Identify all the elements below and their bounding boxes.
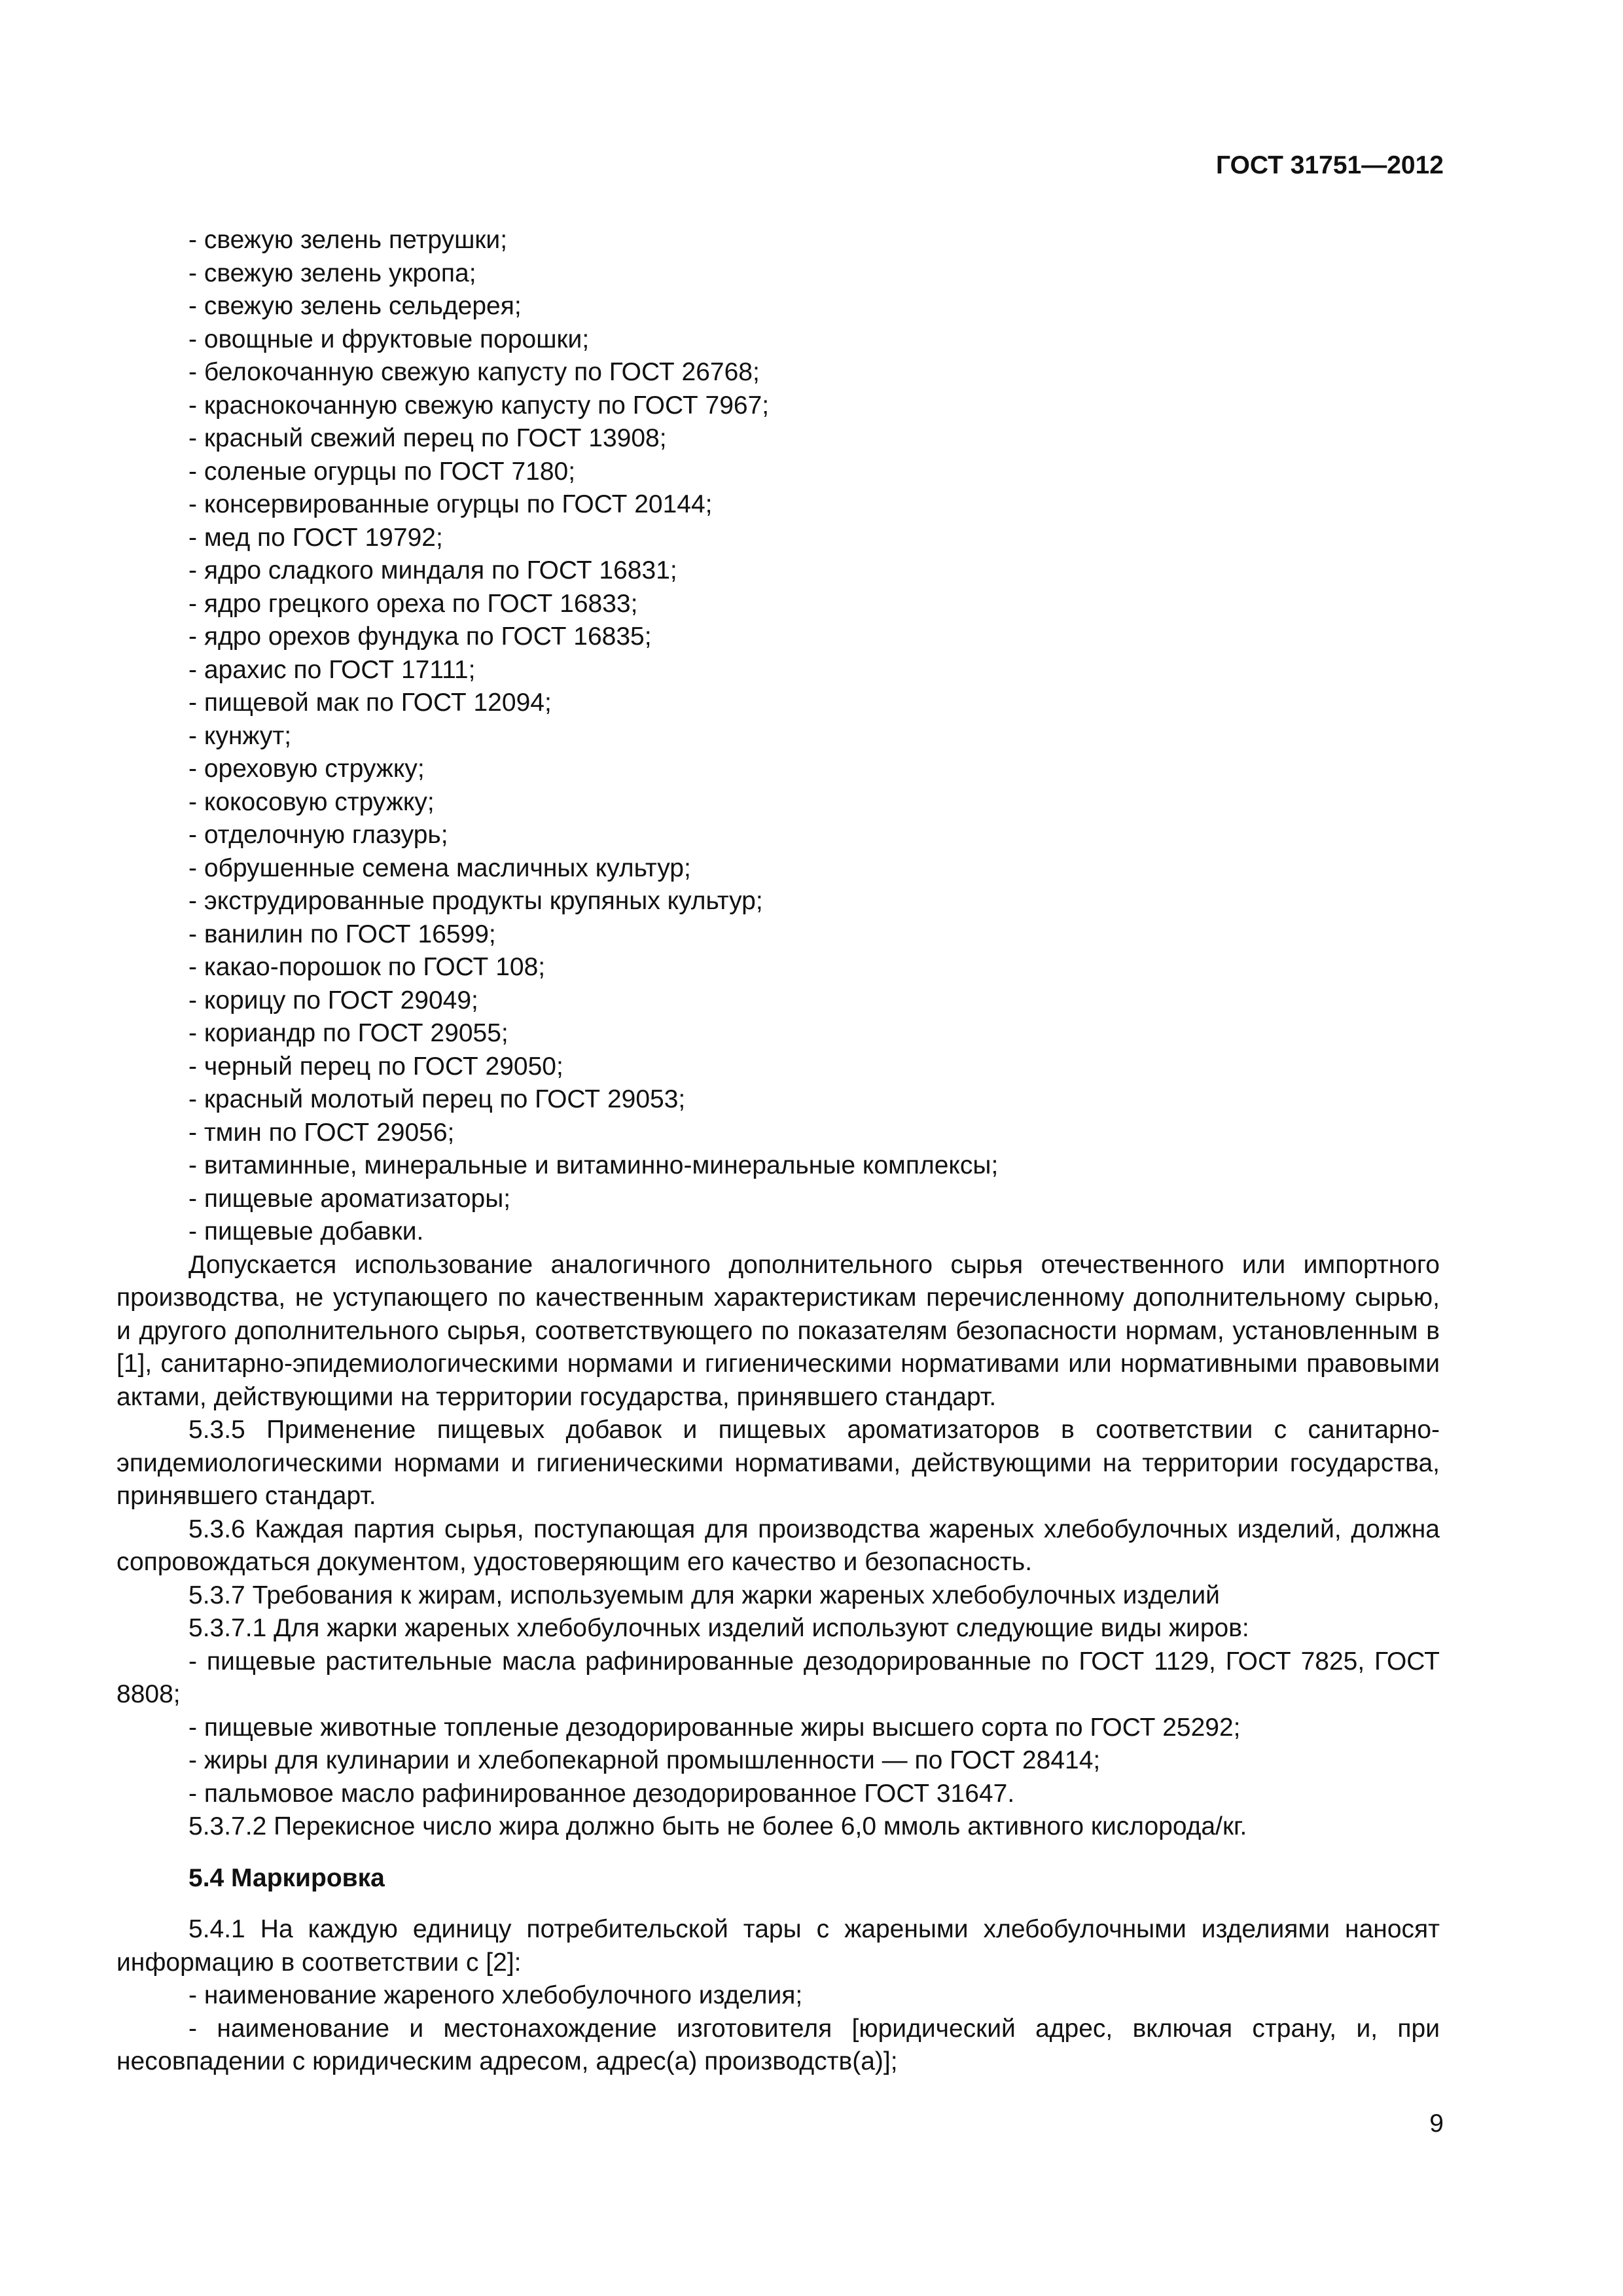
fat-list-item: - пищевые животные топленые дезодорированные жиры высшего сорта по ГОСТ 25292;	[188, 1713, 1241, 1742]
list-item: - свежую зелень укропа;	[188, 259, 476, 287]
fat-list-item: - пищевые растительные масла рафинированные дезодорированные по ГОСТ 1129, ГОСТ 7825, ГОСТ 8808;	[116, 1647, 1440, 1708]
marking-list-item: - наименование и местонахождение изготовителя [юридический адрес, включая страну, и, при несовпадении с юридическим адресом, адрес(а) производств(а)];	[116, 2014, 1440, 2075]
list-item: - краснокочанную свежую капусту по ГОСТ 7967;	[188, 391, 770, 420]
list-item: - пищевые ароматизаторы;	[188, 1184, 511, 1213]
list-item: - мед по ГОСТ 19792;	[188, 523, 443, 552]
list-item: - корицу по ГОСТ 29049;	[188, 986, 478, 1014]
paragraph-5-3-7-2: 5.3.7.2 Перекисное число жира должно быть не более 6,0 ммоль активного кислорода/кг.	[188, 1812, 1247, 1840]
fat-list-item: - жиры для кулинарии и хлебопекарной промышленности — по ГОСТ 28414;	[188, 1746, 1101, 1774]
marking-list-item: - наименование жареного хлебобулочного изделия;	[188, 1981, 803, 2009]
paragraph-5-3-5: 5.3.5 Применение пищевых добавок и пищевых ароматизаторов в соответствии с санитарно-эпидемиологическими нормами и гигиеническими нормативами, действующими на территории государства, принявшего стандарт.	[116, 1416, 1440, 1510]
list-item: - консервированные огурцы по ГОСТ 20144;	[188, 490, 713, 518]
list-item: - ванилин по ГОСТ 16599;	[188, 920, 496, 948]
list-item: - красный молотый перец по ГОСТ 29053;	[188, 1085, 686, 1113]
list-item: - красный свежий перец по ГОСТ 13908;	[188, 424, 667, 452]
list-item: - отделочную глазурь;	[188, 821, 448, 849]
paragraph-5-3-6: 5.3.6 Каждая партия сырья, поступающая для производства жареных хлебобулочных изделий, должна сопровождаться документом, удостоверяющим его качество и безопасность.	[116, 1515, 1440, 1576]
list-item: - овощные и фруктовые порошки;	[188, 325, 590, 353]
document-body	[116, 224, 1440, 2079]
paragraph-allowed-substitutes: Допускается использование аналогичного дополнительного сырья отечественного или импортного производства, не уступающего по качественным характеристикам перечисленному дополнительному сырью, и другого дополнительного сырья, соответствующего по показателям безопасности нормам, установленным в [1], санитарно-эпидемиологическими нормами и гигиеническими нормативами или нормативными правовыми актами, действующими на территории государства, принявшего стандарт.	[116, 1250, 1440, 1411]
page-number: 9	[1429, 2109, 1444, 2138]
list-item: - обрушенные семена масличных культур;	[188, 853, 691, 882]
list-item: - черный перец по ГОСТ 29050;	[188, 1052, 563, 1081]
list-item: - кокосовую стружку;	[188, 787, 435, 816]
paragraph-5-3-7: 5.3.7 Требования к жирам, используемым для жарки жареных хлебобулочных изделий	[188, 1581, 1220, 1609]
list-item: - ядро сладкого миндаля по ГОСТ 16831;	[188, 556, 677, 584]
list-item: - какао-порошок по ГОСТ 108;	[188, 953, 546, 981]
list-item: - свежую зелень сельдерея;	[188, 292, 522, 320]
list-item: - витаминные, минеральные и витаминно-минеральные комплексы;	[188, 1151, 999, 1179]
list-item: - пищевой мак по ГОСТ 12094;	[188, 689, 552, 717]
list-item: - соленые огурцы по ГОСТ 7180;	[188, 457, 576, 486]
list-item: - белокочанную свежую капусту по ГОСТ 26768;	[188, 358, 760, 386]
list-item: - ядро орехов фундука по ГОСТ 16835;	[188, 622, 652, 651]
list-item: - тмин по ГОСТ 29056;	[188, 1118, 455, 1147]
section-title-5-4: 5.4 Маркировка	[188, 1863, 385, 1892]
list-item: - пищевые добавки.	[188, 1217, 424, 1246]
list-item: - арахис по ГОСТ 17111;	[188, 655, 476, 684]
list-item: - кориандр по ГОСТ 29055;	[188, 1019, 508, 1047]
standard-header: ГОСТ 31751—2012	[1216, 151, 1444, 179]
list-item: - экструдированные продукты крупяных культур;	[188, 887, 763, 915]
paragraph-5-3-7-1: 5.3.7.1 Для жарки жареных хлебобулочных изделий используют следующие виды жиров:	[188, 1614, 1249, 1642]
fat-list-item: - пальмовое масло рафинированное дезодорированное ГОСТ 31647.	[188, 1779, 1015, 1808]
list-item: - кунжут;	[188, 721, 292, 750]
paragraph-5-4-1: 5.4.1 На каждую единицу потребительской тары с жареными хлебобулочными изделиями наносят информацию в соответствии с [2]:	[116, 1915, 1440, 1977]
list-item: - ядро грецкого ореха по ГОСТ 16833;	[188, 589, 638, 618]
list-item: - ореховую стружку;	[188, 755, 425, 783]
list-item: - свежую зелень петрушки;	[188, 226, 508, 254]
